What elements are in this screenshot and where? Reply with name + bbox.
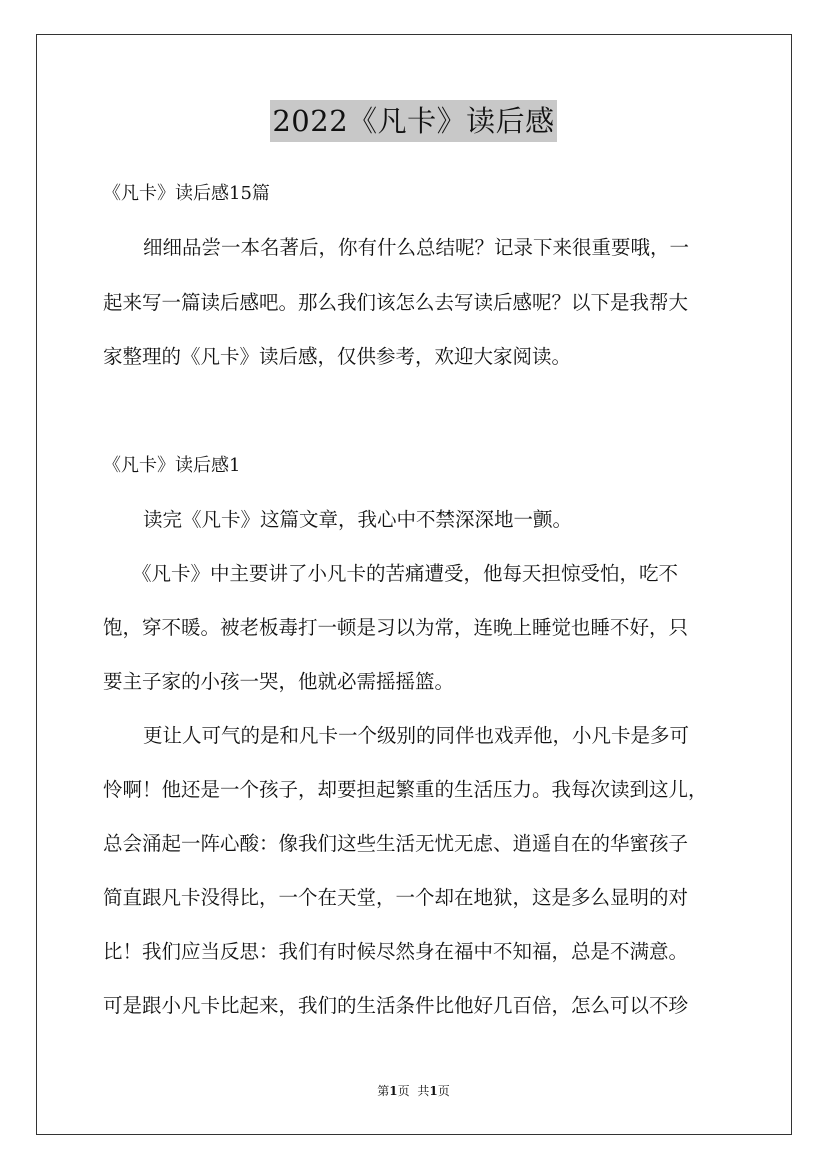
body-line: 简直跟凡卡没得比，一个在天堂，一个却在地狱，这是多么显明的对 [103, 886, 689, 909]
body-line: 总会涌起一阵心酸：像我们这些生活无忧无虑、逍遥自在的华蜜孩子 [103, 832, 689, 855]
footer-total-suffix: 页 [437, 1084, 450, 1098]
footer-page-number: 1 [389, 1084, 398, 1098]
body-line: 饱，穿不暖。被老板毒打一顿是习以为常，连晚上睡觉也睡不好，只 [103, 616, 689, 639]
body-line: 比！我们应当反思：我们有时候尽然身在福中不知福，总是不满意。 [103, 940, 689, 963]
body-line: 更让人可气的是和凡卡一个级别的同伴也戏弄他，小凡卡是多可 [143, 724, 690, 747]
document-title: 2022《凡卡》读后感 [270, 100, 556, 142]
body-line: 可是跟小凡卡比起来，我们的生活条件比他好几百倍，怎么可以不珍 [103, 994, 689, 1017]
page-footer [0, 1083, 827, 1099]
body-line: 要主子家的小孩一哭，他就必需摇摇篮。 [103, 670, 455, 693]
body-line: 《凡卡》中主要讲了小凡卡的苦痛遭受，他每天担惊受怕，吃不 [132, 562, 679, 585]
footer-page-suffix: 页 [397, 1084, 410, 1098]
intro-line: 起来写一篇读后感吧。那么我们该怎么去写读后感呢？以下是我帮大 [103, 291, 689, 314]
footer-total-number: 1 [429, 1084, 438, 1098]
document-subtitle: 《凡卡》读后感15篇 [103, 183, 270, 204]
body-line: 读完《凡卡》这篇文章，我心中不禁深深地一颤。 [143, 508, 573, 531]
title-container [0, 100, 827, 142]
body-line: 怜啊！他还是一个孩子，却要担起繁重的生活压力。我每次读到这儿， [103, 778, 708, 801]
intro-line: 细细品尝一本名著后，你有什么总结呢？记录下来很重要哦，一 [143, 236, 690, 259]
footer-page-prefix: 第 [377, 1084, 390, 1098]
section-heading: 《凡卡》读后感1 [103, 455, 241, 476]
footer-total-prefix: 共 [417, 1084, 430, 1098]
intro-line: 家整理的《凡卡》读后感，仅供参考，欢迎大家阅读。 [103, 345, 572, 368]
